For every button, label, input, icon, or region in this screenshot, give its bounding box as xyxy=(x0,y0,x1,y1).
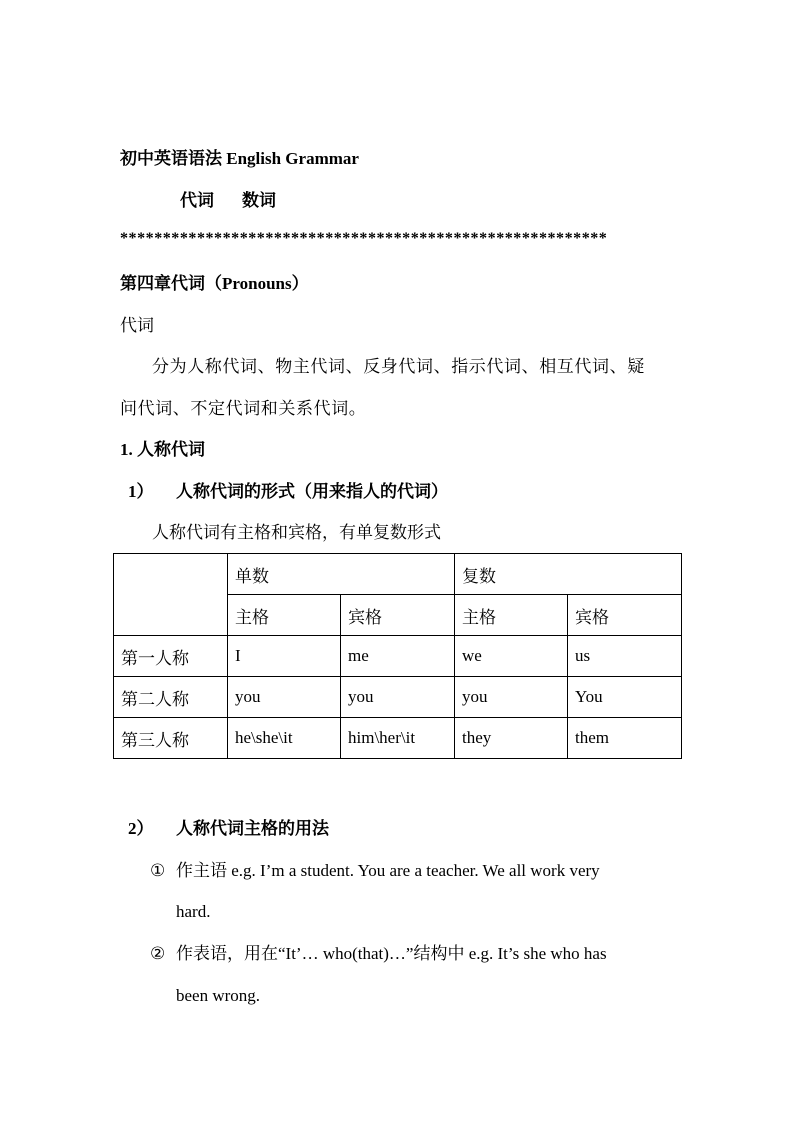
usage-item-2 xyxy=(150,945,607,962)
separator-line: ********************************************************* xyxy=(120,230,608,247)
chapter-heading: 第四章代词（Pronouns） xyxy=(120,274,309,293)
intro-label: 代词 xyxy=(120,316,154,335)
subsection-number: 1） xyxy=(128,482,154,501)
table-cell: me xyxy=(341,636,455,677)
table-header-row xyxy=(114,554,682,595)
subtitle-numerals: 数词 xyxy=(242,191,276,210)
table-row xyxy=(114,718,682,759)
intro-line-1: 分为人称代词、物主代词、反身代词、指示代词、相互代词、疑 xyxy=(152,357,645,376)
usage-item-1-continued: hard. xyxy=(176,902,211,921)
table-cell: You xyxy=(568,677,682,718)
subsection-heading-2 xyxy=(128,819,329,838)
usage-item-text: 作表语，用在“It’… who(that)…”结构中 e.g. It’s she who has xyxy=(176,944,607,963)
table-cell: he\she\it xyxy=(228,718,341,759)
subsection-heading-1 xyxy=(128,482,448,501)
table-cell: they xyxy=(455,718,568,759)
header-case: 主格 xyxy=(455,595,568,636)
table-cell: you xyxy=(341,677,455,718)
subsection-title: 人称代词主格的用法 xyxy=(176,819,329,838)
table-description: 人称代词有主格和宾格，有单复数形式 xyxy=(152,523,441,542)
subtitle xyxy=(180,192,276,209)
table-row xyxy=(114,677,682,718)
row-label: 第二人称 xyxy=(114,677,228,718)
table-cell: us xyxy=(568,636,682,677)
subtitle-pronouns: 代词 xyxy=(180,191,214,210)
document-title: 初中英语语法 English Grammar xyxy=(120,149,359,168)
table-cell: you xyxy=(228,677,341,718)
row-label: 第三人称 xyxy=(114,718,228,759)
header-case: 主格 xyxy=(228,595,341,636)
usage-item-2-continued: been wrong. xyxy=(176,986,261,1005)
header-case: 宾格 xyxy=(568,595,682,636)
row-label: 第一人称 xyxy=(114,636,228,677)
table-cell: you xyxy=(455,677,568,718)
item-marker: ② xyxy=(150,944,166,963)
table-corner-cell xyxy=(114,554,228,636)
table-cell: we xyxy=(455,636,568,677)
item-marker: ① xyxy=(150,861,166,880)
header-singular: 单数 xyxy=(228,554,455,595)
table-cell: them xyxy=(568,718,682,759)
header-plural: 复数 xyxy=(455,554,682,595)
header-case: 宾格 xyxy=(341,595,455,636)
intro-line-2: 问代词、不定代词和关系代词。 xyxy=(120,399,367,418)
pronoun-table xyxy=(113,553,682,759)
section-heading: 1. 人称代词 xyxy=(120,440,205,459)
usage-item-text: 作主语 e.g. I’m a student. You are a teacher. We all work very xyxy=(176,861,600,880)
table-row xyxy=(114,636,682,677)
usage-item-1 xyxy=(150,862,600,879)
table-cell: him\her\it xyxy=(341,718,455,759)
subsection-title: 人称代词的形式（用来指人的代词） xyxy=(176,482,448,501)
subsection-number: 2） xyxy=(128,819,154,838)
table-cell: I xyxy=(228,636,341,677)
